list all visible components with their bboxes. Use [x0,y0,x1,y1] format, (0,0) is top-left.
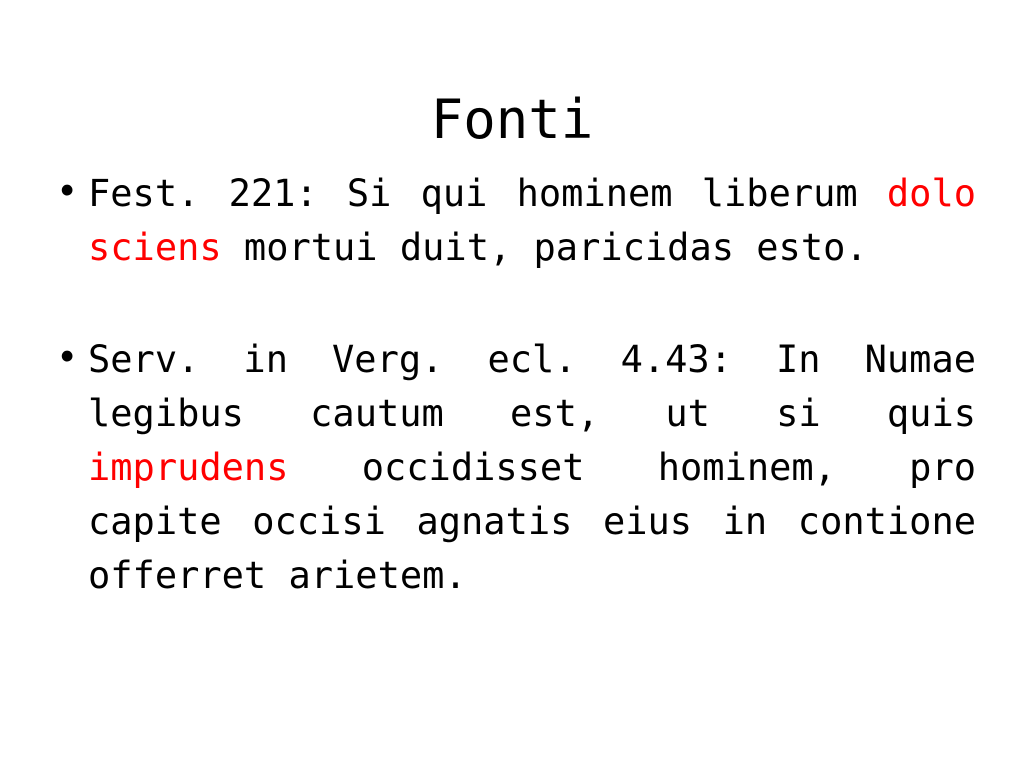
highlighted-term: imprudens [88,445,289,489]
text-segment: occidisset hominem, pro capite occisi agnatis eius in contione offerret arietem. [88,445,976,597]
text-segment: Serv. in Verg. ecl. 4.43: In Numae legibus cautum est, ut si quis [88,337,976,435]
page-title: Fonti [430,88,594,151]
bullet-list [0,167,1024,603]
bullet-text-servius [88,333,976,603]
bullet-marker: • [56,169,79,213]
bullet-spacer [0,275,1024,333]
list-item [0,333,1024,603]
bullet-text-festus [88,167,976,275]
list-item [0,167,1024,275]
text-segment: mortui duit, paricidas esto. [221,225,868,269]
bullet-marker: • [56,335,79,379]
highlighted-term: dolo sciens [88,171,976,269]
text-segment: Fest. 221: Si qui hominem liberum [88,171,887,215]
